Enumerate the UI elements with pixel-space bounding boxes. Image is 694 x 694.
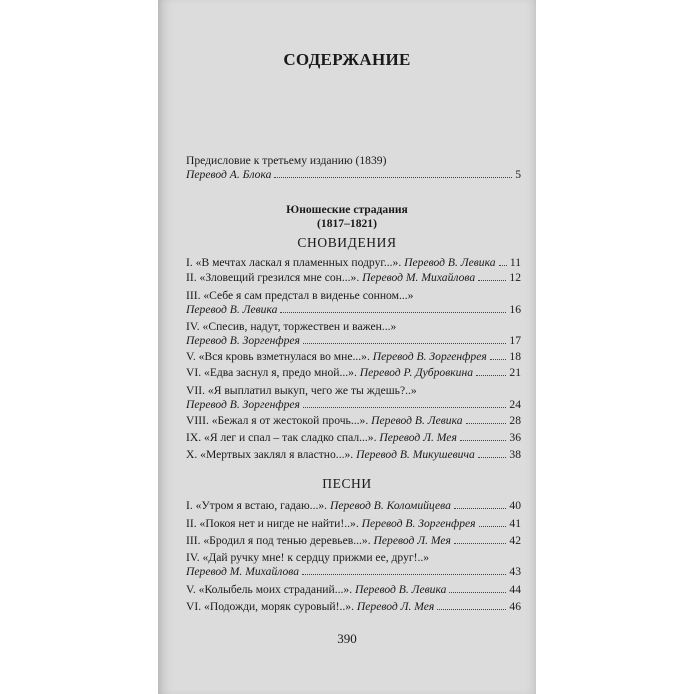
songs-entry-1 — [186, 499, 521, 513]
entry-translator: Перевод В. Зоргенфрея — [186, 398, 300, 412]
entry-text: IV. «Спесив, надут, торжествен и важен...» — [186, 320, 397, 333]
book-page — [158, 0, 536, 694]
leader-dots — [303, 398, 506, 408]
entry-page: 43 — [509, 565, 521, 579]
entry-page: 24 — [509, 398, 521, 412]
entry-translator: Перевод В. Коломийцева — [329, 499, 451, 512]
preface-translator: Перевод А. Блока — [186, 168, 272, 181]
songs-entry-2 — [186, 517, 521, 531]
preface-page: 5 — [515, 168, 521, 181]
dreams-entry-4 — [186, 320, 521, 348]
entry-text: III. «Себе я сам предстал в виденье сонном...» — [186, 289, 414, 302]
entry-translator: Перевод М. Михайлова — [186, 565, 299, 579]
entry-page: 28 — [509, 414, 521, 427]
page-number: 390 — [337, 631, 357, 646]
entry-text: I. «Утром я встаю, гадаю...». — [186, 499, 328, 512]
entry-page: 12 — [509, 271, 521, 284]
entry-page: 21 — [509, 366, 521, 379]
leader-dots — [454, 499, 507, 509]
entry-page: 17 — [509, 334, 521, 348]
leader-dots — [478, 448, 507, 458]
entry-translator: Перевод В. Левика — [355, 583, 447, 596]
entry-text: VII. «Я выплатил выкуп, чего же ты ждешь?..» — [186, 384, 417, 397]
dreams-entry-5 — [186, 350, 521, 364]
entry-text: VI. «Едва заснул я, предо мной...». — [186, 366, 357, 379]
leader-dots — [449, 583, 506, 593]
entry-text: IX. «Я лег и спал – так сладко спал...». — [186, 431, 377, 444]
entry-page: 11 — [509, 256, 521, 269]
leader-dots — [454, 534, 506, 544]
entry-translator: Перевод Л. Мея — [356, 600, 435, 613]
entry-translator: Перевод Р. Дубровкина — [359, 366, 473, 379]
songs-entry-5 — [186, 583, 521, 597]
entry-text: II. «Зловещий грезился мне сон...». — [186, 271, 360, 284]
dreams-entry-9 — [186, 431, 521, 445]
dreams-entry-2 — [186, 271, 521, 285]
entry-translator: Перевод Л. Мея — [373, 534, 451, 547]
entry-page: 18 — [509, 350, 521, 363]
entry-page: 38 — [509, 448, 521, 461]
entry-page: 16 — [509, 303, 521, 317]
songs-entry-6 — [186, 600, 521, 614]
dreams-entry-6 — [186, 366, 521, 380]
songs-entry-3 — [186, 534, 521, 548]
songs-entry-4 — [186, 551, 521, 579]
leader-dots — [303, 334, 506, 344]
dreams-entry-1 — [186, 256, 521, 270]
entry-translator: Перевод В. Зоргенфрея — [372, 350, 487, 363]
entry-translator: Перевод Л. Мея — [379, 431, 457, 444]
leader-dots — [466, 414, 507, 424]
entry-page: 36 — [509, 431, 521, 444]
leader-dots — [437, 600, 506, 610]
entry-translator: Перевод В. Микушевича — [356, 448, 475, 461]
entry-page: 41 — [509, 517, 521, 530]
preface-title: Предисловие к третьему изданию (1839) — [186, 154, 387, 167]
entry-translator: Перевод В. Левика — [371, 414, 463, 427]
leader-dots — [460, 431, 507, 441]
entry-text: X. «Мертвых заклял я властно...». — [186, 448, 354, 461]
leader-dots — [280, 303, 506, 313]
dreams-entry-10 — [186, 448, 521, 462]
entry-translator: Перевод В. Левика — [404, 256, 496, 269]
songs-heading: ПЕСНИ — [322, 476, 372, 491]
dreams-entry-3 — [186, 289, 521, 317]
section-title: Юношеские страдания — [286, 203, 408, 216]
leader-dots — [490, 350, 507, 360]
entry-text: II. «Покоя нет и нигде не найти!..». — [186, 517, 359, 530]
leader-dots — [478, 271, 506, 281]
entry-text: III. «Бродил я под тенью деревьев...». — [186, 534, 371, 547]
entry-translator: Перевод В. Зоргенфрея — [186, 334, 300, 348]
entry-text: VI. «Подожди, моряк суровый!..». — [186, 600, 354, 613]
entry-text: I. «В мечтах ласкал я пламенных подруг...». — [186, 256, 402, 269]
section-years: (1817–1821) — [317, 217, 377, 230]
entry-translator: Перевод В. Левика — [186, 303, 278, 317]
entry-text: IV. «Дай ручку мне! к сердцу прижми ее, друг!..» — [186, 551, 430, 564]
leader-dots — [302, 565, 506, 575]
page-title: СОДЕРЖАНИЕ — [283, 50, 411, 69]
leader-dots — [476, 366, 506, 376]
dreams-entry-7 — [186, 384, 521, 412]
preface-entry — [186, 168, 521, 182]
entry-page: 44 — [509, 583, 521, 596]
entry-page: 46 — [509, 600, 521, 613]
dreams-heading: СНОВИДЕНИЯ — [297, 235, 397, 250]
entry-page: 40 — [509, 499, 521, 512]
entry-translator: Перевод В. Зоргенфрея — [361, 517, 476, 530]
entry-text: VIII. «Бежал я от жестокой прочь...». — [186, 414, 369, 427]
entry-text: V. «Вся кровь взметнулася во мне...». — [186, 350, 370, 363]
entry-page: 42 — [509, 534, 521, 547]
leader-dots — [274, 168, 512, 178]
dreams-entry-8 — [186, 414, 521, 428]
leader-dots — [499, 256, 507, 266]
entry-text: V. «Колыбель моих страданий...». — [186, 583, 353, 596]
leader-dots — [479, 517, 507, 527]
entry-translator: Перевод М. Михайлова — [362, 271, 476, 284]
